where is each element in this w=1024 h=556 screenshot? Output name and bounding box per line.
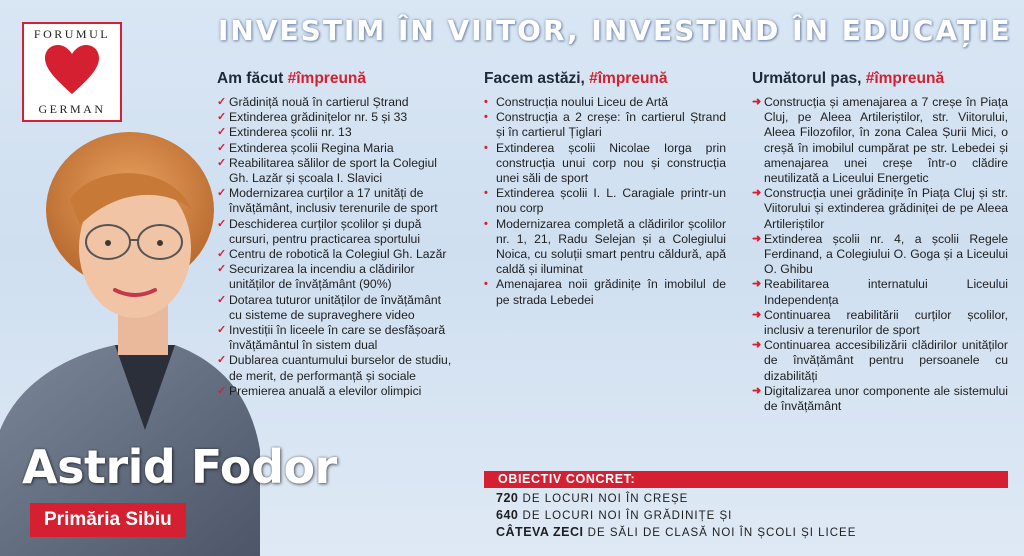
headline: INVESTIM ÎN VIITOR, INVESTIND ÎN EDUCAȚIE — [218, 14, 1012, 47]
logo-bottom-text: GERMAN — [38, 102, 106, 116]
list-item: ✓ Reabilitarea sălilor de sport la Colegiul Gh. Lazăr și școala I. Slavici — [217, 155, 437, 186]
list-item: ✓ Modernizarea curților a 17 unități de învățământ, inclusiv terenurile de sport — [217, 186, 438, 216]
list-item: ✓ Premierea anuală a elevilor olimpici — [217, 383, 422, 398]
list-item: • Construcția a 2 creșe: în cartierul Ștrand și în cartierul Țiglari — [484, 110, 726, 140]
column-next-title: Următorul pas, #împreună — [752, 70, 945, 87]
column-done-title: Am făcut #împreună — [217, 70, 367, 87]
list-item: ✓ Centru de robotică la Colegiul Gh. Lazăr — [217, 247, 447, 262]
list-item: ✓ Dotarea tuturor unităților de învățământ cu sisteme de supraveghere video — [217, 292, 442, 322]
office-badge: Primăria Sibiu — [30, 503, 186, 537]
list-item: • Extinderea școlii I. L. Caragiale printr-un nou corp — [484, 186, 726, 216]
logo-top-text: FORUMUL — [33, 27, 111, 41]
forumul-german-logo — [22, 22, 122, 122]
objective-line: 720 DE LOCURI NOI ÎN CREȘE — [496, 491, 689, 505]
candidate-name: Astrid Fodor — [22, 440, 337, 494]
list-item: ➜ Construcția și amenajarea a 7 creșe în Piața Cluj, pe Aleea Artileriștilor, str. Viitorului, Aleea Filozofilor, în zona Calea Șurii Mici, o creșă în imobilul cumpărat pe str. Lebedei și amenajarea unei creșe într-o clădire neutilizată a Liceului Energetic — [752, 95, 1008, 186]
list-item: ➜ Extinderea școlii nr. 4, a școlii Regele Ferdinand, a Colegiului O. Goga și a Liceului O. Ghibu — [752, 231, 1008, 277]
list-item: ➜ Continuarea accesibilizării clădirilor unităților de învățământ pentru persoanele cu dizabilități — [752, 338, 1008, 383]
heart-icon — [44, 44, 100, 96]
objective-line: CÂTEVA ZECI DE SĂLI DE CLASĂ NOI ÎN ȘCOLI ȘI LICEE — [496, 525, 857, 539]
objective-line: 640 DE LOCURI NOI ÎN GRĂDINIȚE ȘI — [496, 508, 733, 522]
list-item: ✓ Dublarea cuantumului burselor de studiu, de merit, de performanță și sociale — [217, 353, 452, 383]
list-item: ✓ Grădiniță nouă în cartierul Ștrand — [217, 95, 409, 109]
list-item: ➜ Construcția unei grădinițe în Piața Cluj și str. Viitorului și extinderea grădiniței de pe Aleea Artileriștilor — [752, 186, 1008, 231]
column-next — [752, 70, 1008, 414]
objective-title: OBIECTIV CONCRET: — [484, 471, 1008, 488]
list-item: ✓ Extinderea școlii Regina Maria — [217, 140, 394, 155]
list-item: ➜ Continuarea reabilitării curților școlilor, inclusiv a terenurilor de sport — [752, 307, 1008, 338]
list-item: • Construcția noului Liceu de Artă — [484, 95, 669, 109]
list-item: • Amenajarea noii grădinițe în imobilul de pe strada Lebedei — [484, 277, 726, 307]
column-today-title: Facem astăzi, #împreună — [484, 70, 668, 87]
list-item: ➜ Reabilitarea internatului Liceului Independența — [752, 277, 1008, 307]
list-item: ✓ Extinderea școlii nr. 13 — [217, 125, 352, 140]
column-today — [484, 70, 726, 308]
list-item: ✓ Extinderea grădinițelor nr. 5 și 33 — [217, 110, 408, 125]
objective-lines — [496, 490, 856, 541]
column-done — [217, 70, 457, 399]
list-item: ✓ Deschiderea curților școlilor și după cursuri, pentru practicarea sportului — [217, 216, 422, 246]
column-next-list — [752, 95, 1008, 414]
list-item: ✓ Investiții în liceele în care se desfășoară învățământul în sistem dual — [217, 323, 446, 353]
column-done-list — [217, 95, 457, 399]
list-item: ➜ Digitalizarea unor componente ale sistemului de învățământ — [752, 383, 1008, 414]
column-today-list — [484, 95, 726, 308]
list-item: • Extinderea școlii Nicolae Iorga prin construcția unui corp nou și construcția unei săli de sport — [484, 140, 726, 186]
list-item: ✓ Securizarea la incendiu a clădirilor unităților de învățământ (90%) — [217, 262, 415, 292]
list-item: • Modernizarea completă a clădirilor școlilor nr. 1, 21, Radu Selejan și a Colegiului Noica, cu soluții smart pentru căldură, apă caldă și iluminat — [484, 216, 726, 277]
